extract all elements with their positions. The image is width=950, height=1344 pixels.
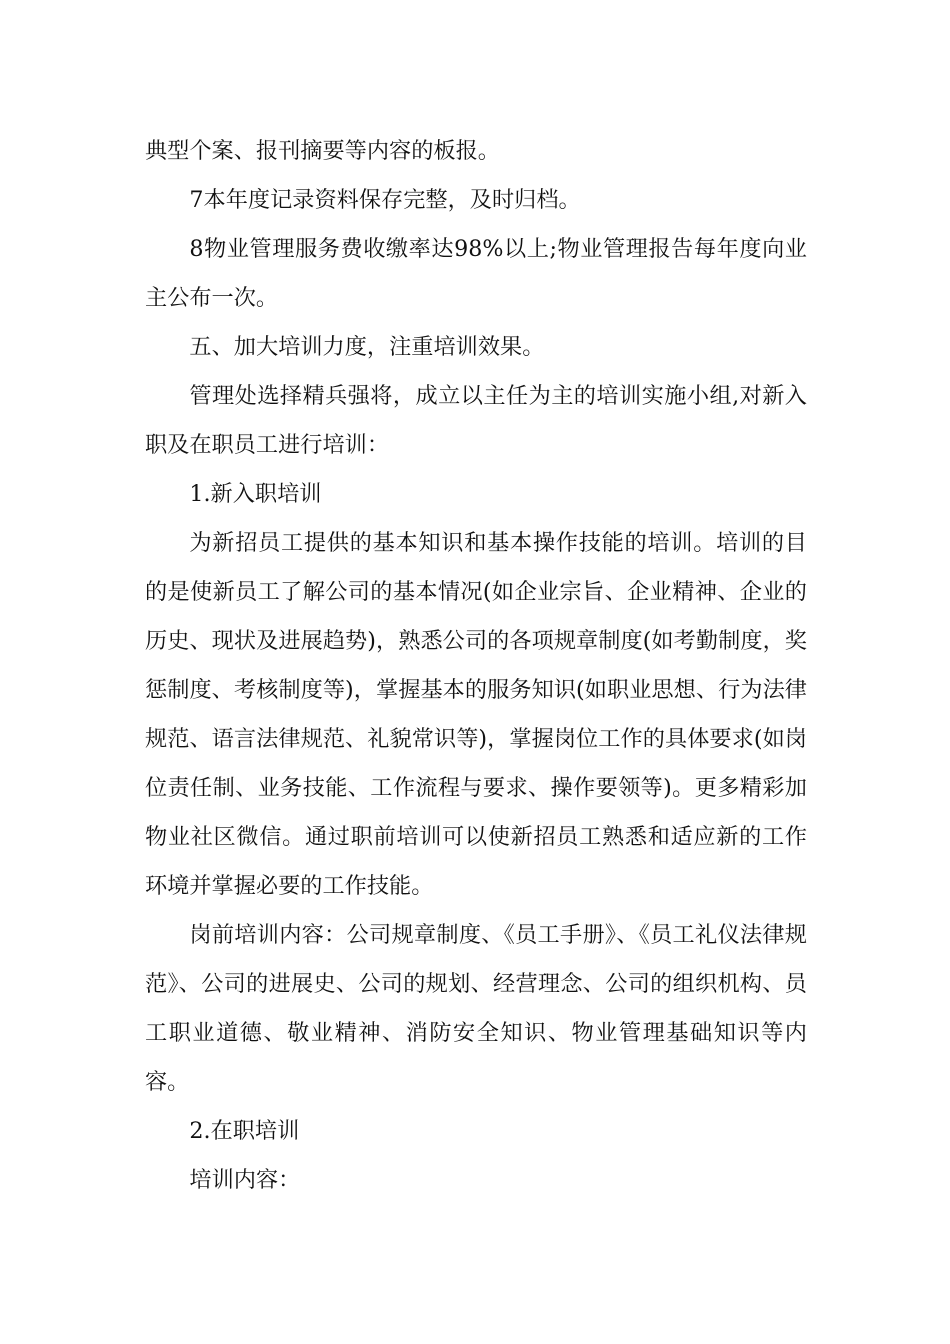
subheading-on-job-training: 2.在职培训: [189, 1118, 300, 1144]
paragraph-1: 典型个案、报刊摘要等内容的板报。: [145, 138, 500, 164]
paragraph-2: 7本年度记录资料保存完整，及时归档。: [189, 187, 581, 213]
paragraph-5: 管理处选择精兵强将，成立以主任为主的培训实施小组,对新入职及在职员工进行培训：: [145, 383, 807, 458]
paragraph-8: 岗前培训内容：公司规章制度、《员工手册》、《员工礼仪法律规范》、公司的进展史、公司的规划、经营理念、公司的组织机构、员工职业道德、敬业精神、消防安全知识、物业管理基础知识等内容。: [145, 922, 807, 1095]
document-body: [145, 127, 807, 1205]
paragraph-10: 培训内容：: [189, 1167, 301, 1193]
section-heading-5: 五、加大培训力度，注重培训效果。: [189, 334, 545, 360]
paragraph-3: 8物业管理服务费收缴率达98%以上;物业管理报告每年度向业主公布一次。: [145, 236, 807, 311]
subheading-new-hire-training: 1.新入职培训: [189, 481, 322, 507]
paragraph-7: 为新招员工提供的基本知识和基本操作技能的培训。培训的目的是使新员工了解公司的基本情况(如企业宗旨、企业精神、企业的历史、现状及进展趋势)，熟悉公司的各项规章制度(如考勤制度，奖惩制度、考核制度等)，掌握基本的服务知识(如职业思想、行为法律规范、语言法律规范、礼貌常识等)，掌握岗位工作的具体要求(如岗位责任制、业务技能、工作流程与要求、操作要领等)。更多精彩加物业社区微信。通过职前培训可以使新招员工熟悉和适应新的工作环境并掌握必要的工作技能。: [145, 530, 807, 899]
